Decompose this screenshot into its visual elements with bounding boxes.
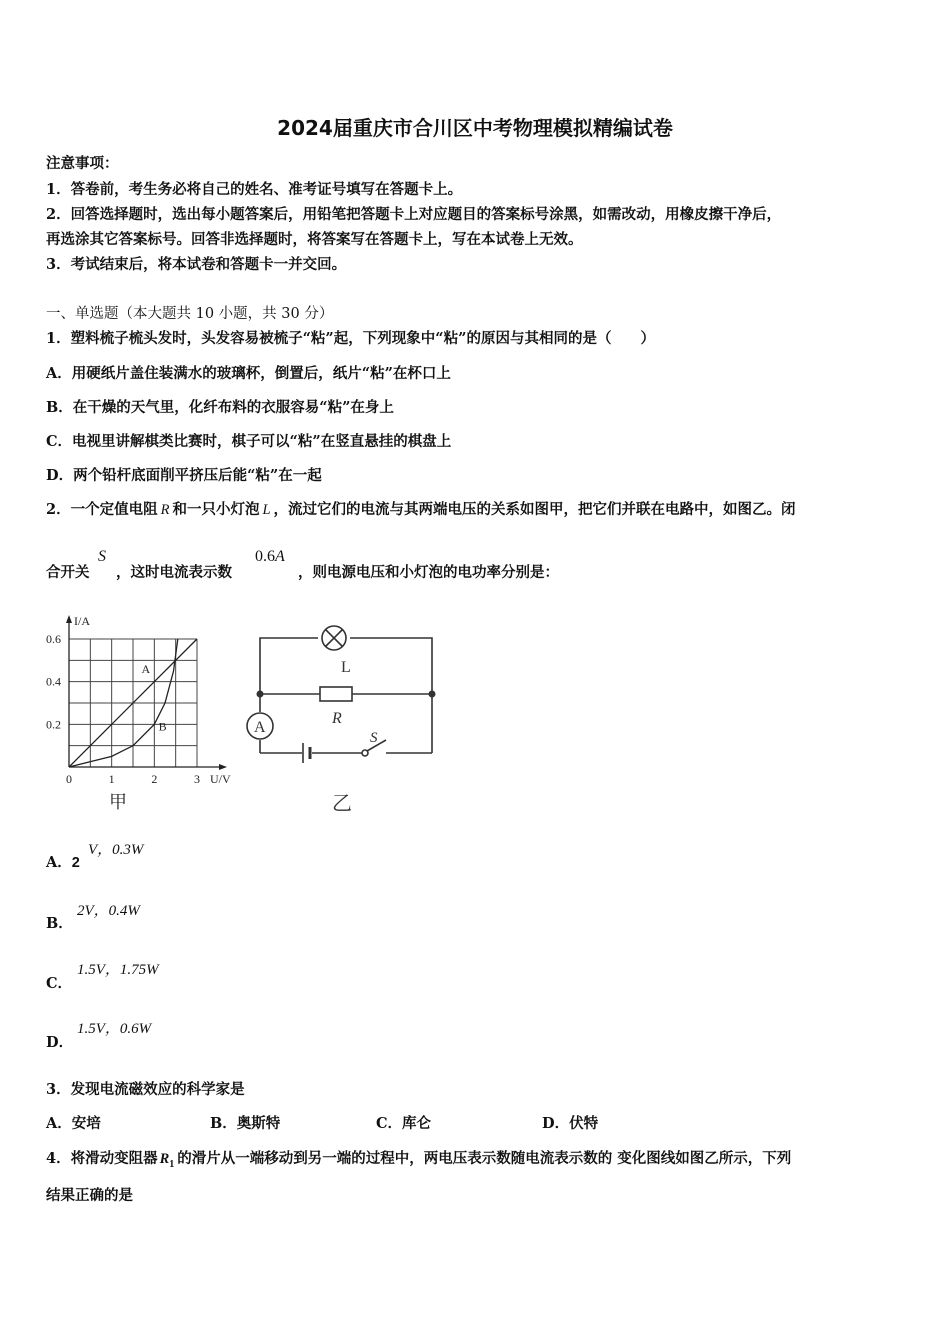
- question-2-option-d: 1.5V，0.6W: [77, 1021, 152, 1037]
- wire-top-right: [350, 638, 432, 694]
- question-4-stem-line2: 结果正确的是: [46, 1187, 133, 1204]
- battery-symbol: [303, 743, 310, 763]
- question-2-option-d-label: D．: [46, 1034, 74, 1051]
- junction-dot: [429, 691, 436, 698]
- x-tick-label: 3: [194, 772, 200, 786]
- lamp-symbol: [322, 626, 346, 650]
- x-tick-label: 0: [66, 772, 72, 786]
- var-l: L: [262, 502, 271, 518]
- question-2-stem-line2-b: ，这时电流表示数: [116, 564, 232, 581]
- y-axis-label: I/A: [74, 614, 90, 628]
- question-2-stem-line2-a: 合开关: [46, 564, 90, 581]
- y-tick-label: 0.6: [46, 632, 61, 646]
- question-2-option-c-label: C．: [46, 975, 73, 992]
- question-3-option-c: C．库仑: [376, 1115, 432, 1132]
- x-axis-label: U/V: [210, 772, 231, 786]
- question-1-stem: 1．塑料梳子梳头发时，头发容易被梳子“粘”起，下列现象中“粘”的原因与其相同的是（ ）: [46, 330, 655, 347]
- resistor-label: R: [332, 710, 342, 727]
- question-2-stem-line2-c: ，则电源电压和小灯泡的电功率分别是：: [298, 564, 559, 581]
- ammeter-label: A: [254, 719, 266, 736]
- question-1-option-d: D．两个铅杆底面削平挤压后能“粘”在一起: [46, 467, 322, 484]
- question-2-option-a: V，0.3W: [88, 842, 144, 858]
- y-tick-label: 0.2: [46, 717, 61, 732]
- ammeter-symbol: [247, 713, 273, 739]
- notice-heading: 注意事项：: [46, 155, 119, 172]
- question-2-option-a-label: A．2: [46, 854, 80, 871]
- junction-dot: [257, 691, 264, 698]
- switch-label: S: [370, 730, 378, 746]
- section-heading: 一、单选题（本大题共 10 小题，共 30 分）: [46, 306, 334, 322]
- circuit-diagram: [240, 620, 450, 820]
- series-label-a: A: [141, 662, 151, 677]
- question-1-option-b: B．在干燥的天气里，化纤布料的衣服容易“粘”在身上: [46, 399, 394, 416]
- y-tick-label: 0.4: [46, 674, 61, 689]
- wire-top: [260, 638, 318, 694]
- resistor-symbol: [320, 687, 352, 701]
- y-axis-arrow: [66, 615, 72, 623]
- notice-item: 3．考试结束后，将本试卷和答题卡一并交回。: [46, 256, 347, 273]
- question-2-option-c: 1.5V，1.75W: [77, 962, 159, 978]
- x-tick-label: 1: [108, 772, 115, 786]
- page-title: 2024届重庆市合川区中考物理模拟精编试卷: [277, 116, 673, 140]
- graph-caption: 甲: [109, 792, 127, 812]
- question-2-option-b: 2V，0.4W: [77, 903, 140, 919]
- question-3-stem: 3．发现电流磁效应的科学家是: [46, 1081, 245, 1098]
- var-r1: $R_1$: [159, 1151, 175, 1170]
- var-s: S: [98, 548, 106, 565]
- current-reading: 0.6A: [255, 548, 285, 565]
- question-4-stem-line1: 4．将滑动变阻器 $R_1$ 的滑片从一端移动到另一端的过程中，两电压表示数随电流表示数的 变化图线如图乙所示，下列: [46, 1150, 792, 1170]
- notice-item: 1．答卷前，考生务必将自己的姓名、准考证号填写在答题卡上。: [46, 181, 463, 198]
- graph-layer: [46, 614, 231, 812]
- question-2-option-b-label: B．: [46, 915, 73, 932]
- var-r: R: [160, 502, 170, 518]
- x-tick-label: 2: [151, 772, 158, 786]
- circuit-caption: 乙: [332, 793, 352, 815]
- notice-item: 2．回答选择题时，选出每小题答案后，用铅笔把答题卡上对应题目的答案标号涂黑，如需改动，用橡皮擦干净后，: [46, 206, 782, 223]
- x-axis-arrow: [219, 764, 227, 770]
- notice-item: 再选涂其它答案标号。回答非选择题时，将答案写在答题卡上，写在本试卷上无效。: [46, 231, 583, 248]
- question-3-option-a: A．安培: [46, 1115, 101, 1132]
- question-3-option-b: B．奥斯特: [210, 1115, 281, 1132]
- iu-graph-figure: [40, 596, 250, 816]
- question-1-option-c: C．电视里讲解棋类比赛时，棋子可以“粘”在竖直悬挂的棋盘上: [46, 433, 452, 450]
- question-3-option-d: D．伏特: [542, 1115, 599, 1132]
- series-label-b: B: [158, 719, 167, 734]
- question-1-option-a: A．用硬纸片盖住装满水的玻璃杯，倒置后，纸片“粘”在杯口上: [46, 365, 451, 382]
- lamp-label: L: [341, 659, 351, 676]
- question-2-stem-line1: 2．一个定值电阻 R 和一只小灯泡 L ，流过它们的电流与其两端电压的关系如图甲，把它们并联在电路中，如图乙。闭: [46, 501, 796, 518]
